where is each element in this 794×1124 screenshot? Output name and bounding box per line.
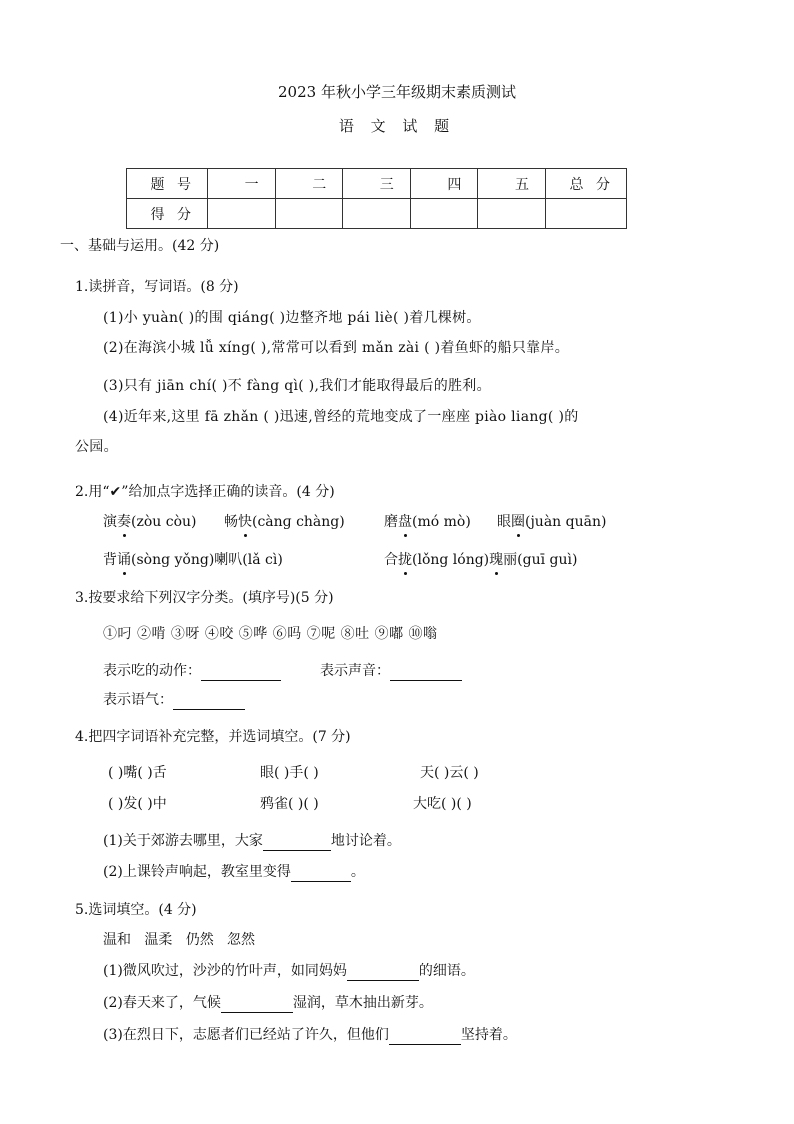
score-table-header-row	[127, 169, 627, 199]
score-input-cell[interactable]	[546, 199, 627, 229]
dotted-char: 奏	[117, 514, 131, 530]
score-cell: 四	[410, 169, 478, 199]
pinyin-option: 畅快(cànɡ chàng)	[224, 514, 345, 530]
question-3-chars: ①叼 ②啃 ③呀 ④咬 ⑤哗 ⑥吗 ⑦呢 ⑧吐 ⑨嘟 ⑩嗡	[103, 626, 438, 642]
question-3-mood-row: 表示语气：	[103, 690, 245, 710]
question-1-line-4: (4)近年来,这里 fā zhǎn ( )迅速,曾经的荒地变成了一座座 piào liang( )的	[103, 409, 579, 425]
answer-blank[interactable]	[173, 693, 245, 710]
score-cell: 五	[478, 169, 546, 199]
question-2-heading: 2.用“✔”给加点字选择正确的读音。(4 分)	[75, 484, 335, 500]
question-4-heading: 4.把四字词语补充完整，并选词填空。(7 分)	[75, 729, 351, 745]
dotted-char: 拢	[398, 552, 412, 568]
answer-blank[interactable]	[221, 996, 293, 1013]
pinyin-option: 眼圈(juàn quān)	[497, 514, 607, 530]
question-5-sentence-1: (1)微风吹过，沙沙的竹叶声，如同妈妈 的细语。	[103, 963, 475, 979]
score-input-cell[interactable]	[478, 199, 546, 229]
question-4-sentence-1: (1)关于郊游去哪里，大家 地讨论着。	[103, 833, 401, 849]
section-heading: 一、基础与运用。(42 分)	[60, 238, 220, 254]
question-1-line-1: (1)小 yuàn( )的围 qiáng( )边整齐地 pái liè( )着几棵树。	[103, 310, 481, 326]
pinyin-option: 磨盘(mó mò)	[384, 514, 471, 530]
question-2-heading-pre: 2.用	[75, 484, 103, 500]
score-cell: 三	[343, 169, 411, 199]
score-cell: 二	[275, 169, 343, 199]
answer-blank[interactable]	[390, 664, 462, 681]
exam-subtitle: 语 文 试 题	[338, 117, 456, 135]
idiom-item: ( )发( )中	[108, 796, 167, 812]
question-5-word-bank: 温和 温柔 仍然 忽然	[103, 932, 256, 948]
question-5-heading: 5.选词填空。(4 分)	[75, 902, 197, 918]
question-1-line-3: (3)只有 jiān chí( )不 fàng qì( ),我们才能取得最后的胜利。	[103, 378, 491, 394]
answer-blank[interactable]	[201, 664, 281, 681]
idiom-item: 大吃( )( )	[413, 796, 472, 812]
score-table-score-row	[127, 199, 627, 229]
question-2-heading-post: 给加点字选择正确的读音。(4 分)	[128, 484, 335, 500]
score-input-cell[interactable]	[275, 199, 343, 229]
score-cell: 得 分	[127, 199, 208, 229]
pinyin-option: 合拢(lǒng lóng)瑰丽(guī guì)	[384, 552, 578, 568]
check-mark-icon: ✔	[109, 484, 122, 500]
idiom-item: 天( )云( )	[420, 765, 479, 781]
answer-blank[interactable]	[347, 964, 419, 981]
answer-blank[interactable]	[263, 834, 331, 851]
question-3-sound-row: 表示声音：	[320, 661, 462, 681]
pinyin-option: 背诵(sòng yǒng)喇叭(lǎ cì)	[103, 552, 283, 568]
score-input-cell[interactable]	[343, 199, 411, 229]
question-1-heading: 1.读拼音，写词语。(8 分)	[75, 279, 239, 295]
score-input-cell[interactable]	[410, 199, 478, 229]
exam-title: 2023 年秋小学三年级期末素质测试	[278, 83, 516, 101]
idiom-item: 眼( )手( )	[260, 765, 319, 781]
question-1-line-2: (2)在海滨小城 lǚ xíng( ),常常可以看到 mǎn zài ( )着鱼虾的船只靠岸。	[103, 340, 570, 356]
question-5-sentence-2: (2)春天来了，气候 湿润，草木抽出新芽。	[103, 995, 433, 1011]
answer-blank[interactable]	[291, 865, 351, 882]
dotted-char: 盘	[398, 514, 412, 530]
score-cell: 题 号	[127, 169, 208, 199]
answer-blank[interactable]	[389, 1028, 461, 1045]
question-3-eat-row: 表示吃的动作：	[103, 661, 281, 681]
dotted-char: 瑰	[489, 552, 504, 568]
question-4-sentence-2: (2)上课铃声响起，教室里变得 。	[103, 864, 365, 880]
dotted-char: 诵	[117, 552, 131, 568]
dotted-char: 圈	[511, 514, 525, 530]
question-1-line-5: 公园。	[75, 439, 118, 455]
idiom-item: 鸦雀( )( )	[260, 796, 319, 812]
question-5-sentence-3: (3)在烈日下，志愿者们已经站了许久，但他们 坚持着。	[103, 1027, 517, 1043]
question-3-heading: 3.按要求给下列汉字分类。(填序号)(5 分)	[75, 590, 334, 606]
score-cell: 一	[208, 169, 276, 199]
pinyin-option: 演奏(zòu còu)	[103, 514, 197, 530]
dotted-char: 快	[238, 514, 252, 530]
score-cell: 总 分	[546, 169, 627, 199]
score-table	[126, 168, 627, 229]
idiom-item: ( )嘴( )舌	[108, 765, 167, 781]
score-input-cell[interactable]	[208, 199, 276, 229]
